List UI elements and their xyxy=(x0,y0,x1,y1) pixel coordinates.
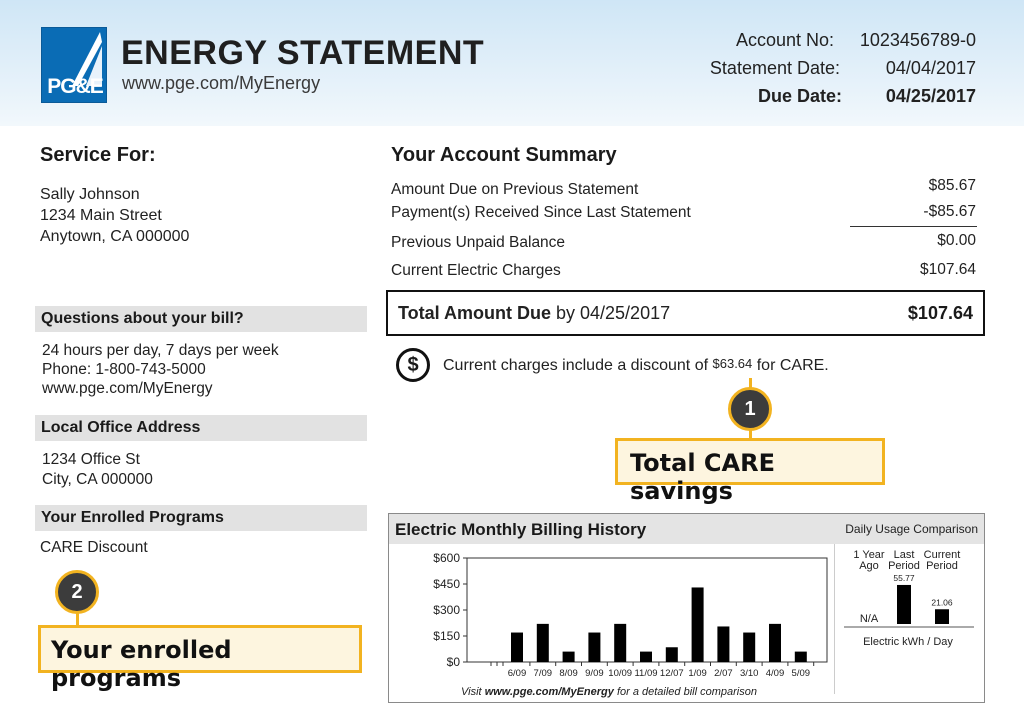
account-number: 1023456789-0 xyxy=(859,30,976,50)
x-tick-label: 11/09 xyxy=(634,668,658,679)
bar xyxy=(537,624,549,662)
y-tick-label: $600 xyxy=(433,551,460,565)
due-date: 04/25/2017 xyxy=(885,86,976,106)
page-title: ENERGY STATEMENT xyxy=(121,34,485,72)
daily-bar xyxy=(897,585,911,624)
monthly-billing-chart xyxy=(389,544,829,694)
chart-footer-pre: Visit xyxy=(461,686,482,698)
account-label: Account No: xyxy=(735,30,834,50)
x-tick-label: 2/07 xyxy=(714,668,733,679)
due-date-label: Due Date: xyxy=(757,86,842,106)
bar xyxy=(769,624,781,662)
daily-category-label: Last xyxy=(893,549,915,561)
logo-text: PG&E xyxy=(47,75,103,98)
bar xyxy=(588,633,600,662)
daily-category-label: Ago xyxy=(859,560,879,572)
chart-footer-link[interactable]: www.pge.com/MyEnergy xyxy=(484,686,614,698)
callout-one-label: Total CARE savings xyxy=(615,438,885,485)
x-tick-label: 10/09 xyxy=(608,668,633,679)
daily-category-label: Period xyxy=(926,560,958,572)
summary-label-payments: Payment(s) Received Since Last Statement xyxy=(391,204,691,221)
customer-street: 1234 Main Street xyxy=(40,207,162,224)
x-tick-label: 8/09 xyxy=(559,668,578,679)
callout-two-badge: 2 xyxy=(55,570,99,614)
bar xyxy=(640,652,652,662)
x-tick-label: 12/07 xyxy=(659,668,684,679)
office-street: 1234 Office St xyxy=(42,451,140,468)
y-tick-label: $0 xyxy=(446,655,460,669)
x-tick-label: 4/09 xyxy=(765,668,785,679)
discount-suffix: for CARE. xyxy=(756,357,829,374)
summary-value-previous-statement: $85.67 xyxy=(928,177,976,194)
statement-header xyxy=(0,0,1024,126)
daily-value-label: N/A xyxy=(859,613,879,625)
daily-category-label: 1 Year xyxy=(853,549,885,561)
discount-amount: $63.64 xyxy=(712,356,753,371)
total-amount-box xyxy=(386,290,985,336)
x-tick-label: 7/09 xyxy=(533,668,553,679)
summary-label-current-charges: Current Electric Charges xyxy=(391,262,561,279)
bar xyxy=(666,647,678,662)
questions-website[interactable]: www.pge.com/MyEnergy xyxy=(42,380,213,397)
summary-label-unpaid: Previous Unpaid Balance xyxy=(391,234,566,251)
pge-logo xyxy=(41,27,107,103)
bar xyxy=(563,652,575,662)
daily-category-label: Current xyxy=(923,549,961,561)
daily-value-label: 55.77 xyxy=(893,572,915,583)
questions-phone[interactable]: Phone: 1-800-743-5000 xyxy=(42,361,206,378)
office-city: City, CA 000000 xyxy=(42,471,153,488)
questions-bar xyxy=(35,306,367,332)
bar xyxy=(717,626,729,662)
summary-value-payments: -$85.67 xyxy=(923,203,976,220)
summary-value-current-charges: $107.64 xyxy=(919,261,976,278)
x-tick-label: 6/09 xyxy=(507,668,527,679)
y-tick-label: $450 xyxy=(433,577,460,591)
summary-heading: Your Account Summary xyxy=(391,144,617,166)
daily-usage-title: Daily Usage Comparison xyxy=(845,522,978,536)
daily-category-label: Period xyxy=(888,560,920,572)
daily-bar xyxy=(935,609,949,624)
programs-heading: Your Enrolled Programs xyxy=(41,509,224,526)
callout-one-badge: 1 xyxy=(728,387,772,431)
dollar-icon: $ xyxy=(396,348,430,382)
chart-footer-post: for a detailed bill comparison xyxy=(616,686,757,698)
x-tick-label: 9/09 xyxy=(585,668,604,679)
total-label xyxy=(398,303,670,324)
service-for-heading: Service For: xyxy=(40,144,156,166)
daily-usage-chart xyxy=(834,544,984,694)
office-bar xyxy=(35,415,367,441)
summary-label-previous-statement: Amount Due on Previous Statement xyxy=(391,181,639,198)
bar xyxy=(614,624,626,662)
total-value: $107.64 xyxy=(907,303,973,323)
callout-two-label: Your enrolled programs xyxy=(38,625,362,673)
program-item: CARE Discount xyxy=(40,539,148,556)
chart-title: Electric Monthly Billing History xyxy=(395,520,647,539)
billing-history-panel xyxy=(388,513,985,703)
bar xyxy=(692,587,704,662)
discount-line xyxy=(443,357,829,375)
customer-name: Sally Johnson xyxy=(40,186,140,203)
y-tick-label: $150 xyxy=(433,629,460,643)
programs-bar xyxy=(35,505,367,531)
x-tick-label: 1/09 xyxy=(688,668,707,679)
daily-xlabel: Electric kWh / Day xyxy=(863,636,953,648)
customer-city: Anytown, CA 000000 xyxy=(40,228,190,245)
statement-date: 04/04/2017 xyxy=(885,58,976,78)
x-tick-label: 5/09 xyxy=(791,668,811,679)
summary-value-unpaid: $0.00 xyxy=(937,232,976,249)
y-tick-label: $300 xyxy=(433,603,460,617)
summary-divider xyxy=(850,226,977,227)
website-link[interactable]: www.pge.com/MyEnergy xyxy=(122,73,321,93)
daily-value-label: 21.06 xyxy=(931,597,953,608)
x-tick-label: 3/10 xyxy=(739,668,759,679)
statement-date-label: Statement Date: xyxy=(709,58,840,78)
chart-footer xyxy=(389,686,829,698)
office-heading: Local Office Address xyxy=(41,419,201,436)
questions-hours: 24 hours per day, 7 days per week xyxy=(42,342,279,359)
total-by-date: by 04/25/2017 xyxy=(556,303,671,323)
questions-heading: Questions about your bill? xyxy=(41,310,244,327)
discount-prefix: Current charges include a discount of xyxy=(443,357,709,374)
bar xyxy=(743,633,755,662)
bar xyxy=(511,633,523,662)
total-label-strong: Total Amount Due xyxy=(398,303,551,323)
bar xyxy=(795,652,807,662)
chart-header xyxy=(389,514,984,544)
